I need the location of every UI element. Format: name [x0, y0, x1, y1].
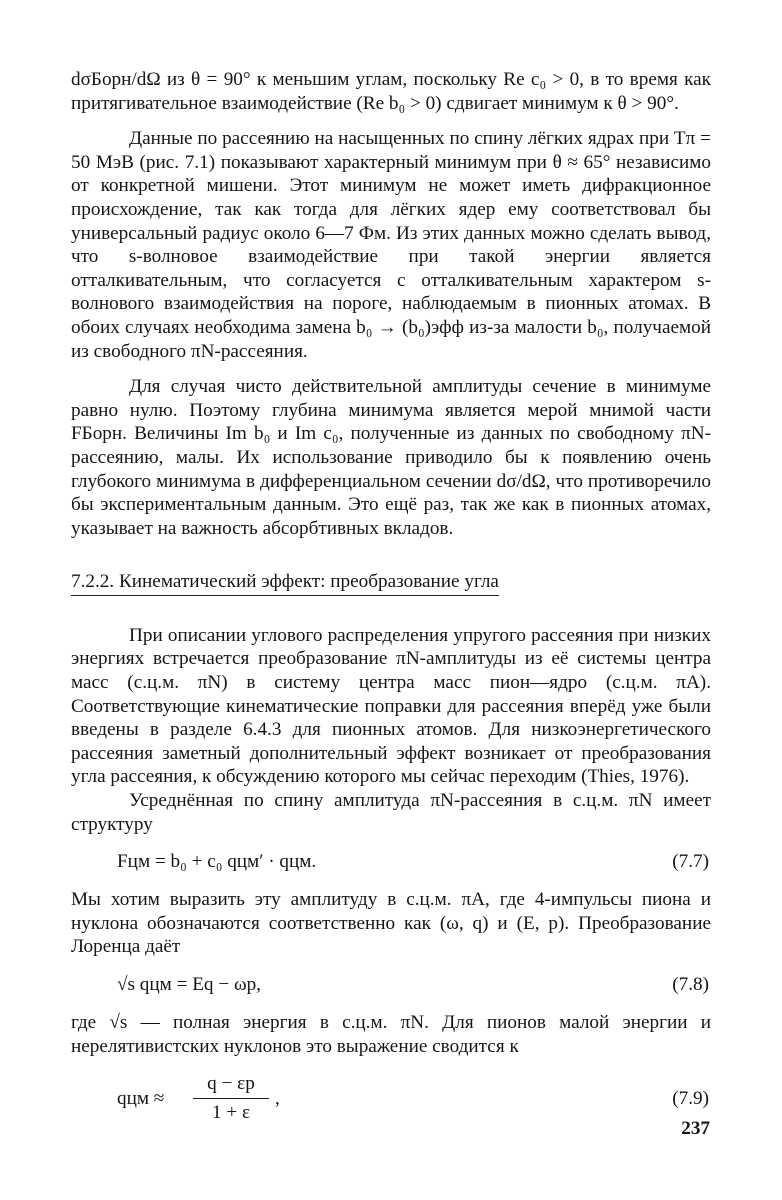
- paragraph-1: dσБорн/dΩ из θ = 90° к меньшим углам, поскольку Re c₀ > 0, в то время как притягивательное взаимодействие (Re b₀ > 0) сдвигает минимум к θ > 90°.: [71, 69, 711, 114]
- fraction-bar: [193, 1098, 269, 1099]
- equation-7-8-number: (7.8): [672, 974, 709, 995]
- equation-7-7-number: (7.7): [672, 851, 709, 873]
- equation-7-7: [71, 850, 711, 874]
- equation-7-8-formula: √s qцм = Eq − ωp,: [117, 974, 261, 995]
- section-heading: 7.2.2. Кинематический эффект: преобразование угла: [71, 570, 499, 596]
- paragraph-7: где √s — полная энергия в с.ц.м. πN. Для пионов малой энергии и нерелятивистских нуклонов это выражение сводится к: [71, 1012, 711, 1057]
- equation-7-9-number: (7.9): [672, 1088, 709, 1110]
- paragraph-6: Мы хотим выразить эту амплитуду в с.ц.м. πA, где 4-импульсы пиона и нуклона обозначаются соответственно как (ω, q) и (E, p). Преобразование Лоренца даёт: [71, 889, 711, 958]
- equation-7-9-lhs: qцм ≈: [117, 1088, 165, 1110]
- paragraph-2: Данные по рассеянию на насыщенных по спину лёгких ядрах при Tπ = 50 МэВ (рис. 7.1) показывают характерный минимум при θ ≈ 65° независимо от конкретной мишени. Этот минимум не может иметь дифракционное происхождение, так как тогда для лёгких ядер ему соответствовал бы универсальный радиус около 6—7 Фм. Из этих данных можно сделать вывод, что s-волновое взаимодействие при такой энергии является отталкивательным, что согласуется с отталкивательным характером s-волнового взаимодействия на пороге, наблюдаемым в пионных атомах. В обоих случаях необходима замена b₀ → (b₀)эфф из-за малости b₀, получаемой из свободного πN-рассеяния.: [71, 128, 711, 362]
- page-number: 237: [681, 1118, 710, 1139]
- paragraph-4: При описании углового распределения упругого рассеяния при низких энергиях встречается преобразование πN-амплитуды из её системы центра масс (с.ц.м. πN) в систему центра масс пион—ядро (с.ц.м. πA). Соответствующие кинематические поправки для рассеяния вперёд уже были введены в разделе 6.4.3 для пионных атомов. Для низкоэнергетического рассеяния заметный дополнительный эффект возникает от преобразования угла рассеяния, к обсуждению которого мы сейчас переходим (Thies, 1976).: [71, 624, 711, 788]
- page-body: [71, 68, 711, 1126]
- equation-7-9-denominator: 1 + ε: [211, 1102, 251, 1124]
- equation-7-7-formula: Fцм = b₀ + c₀ qцм′ · qцм.: [117, 851, 317, 873]
- paragraph-5: Усреднённая по спину амплитуда πN-рассеяния в с.ц.м. πN имеет структуру: [71, 790, 711, 835]
- equation-7-9-trail: ,: [275, 1088, 280, 1110]
- equation-7-9-numerator: q − εp: [207, 1073, 255, 1095]
- equation-7-9-fraction: [193, 1072, 269, 1125]
- equation-7-8: [71, 973, 711, 997]
- equation-7-9: [71, 1072, 711, 1126]
- paragraph-3: Для случая чисто действительной амплитуды сечение в минимуме равно нулю. Поэтому глубина минимума является мерой мнимой части FБорн. Величины Im b₀ и Im c₀, полученные из данных по свободному πN-рассеянию, малы. Их использование приводило бы к появлению очень глубокого минимума в дифференциальном сечении dσ/dΩ, что противоречило бы экспериментальным данным. Это ещё раз, так же как в пионных атомах, указывает на важность абсорбтивных вкладов.: [71, 376, 711, 539]
